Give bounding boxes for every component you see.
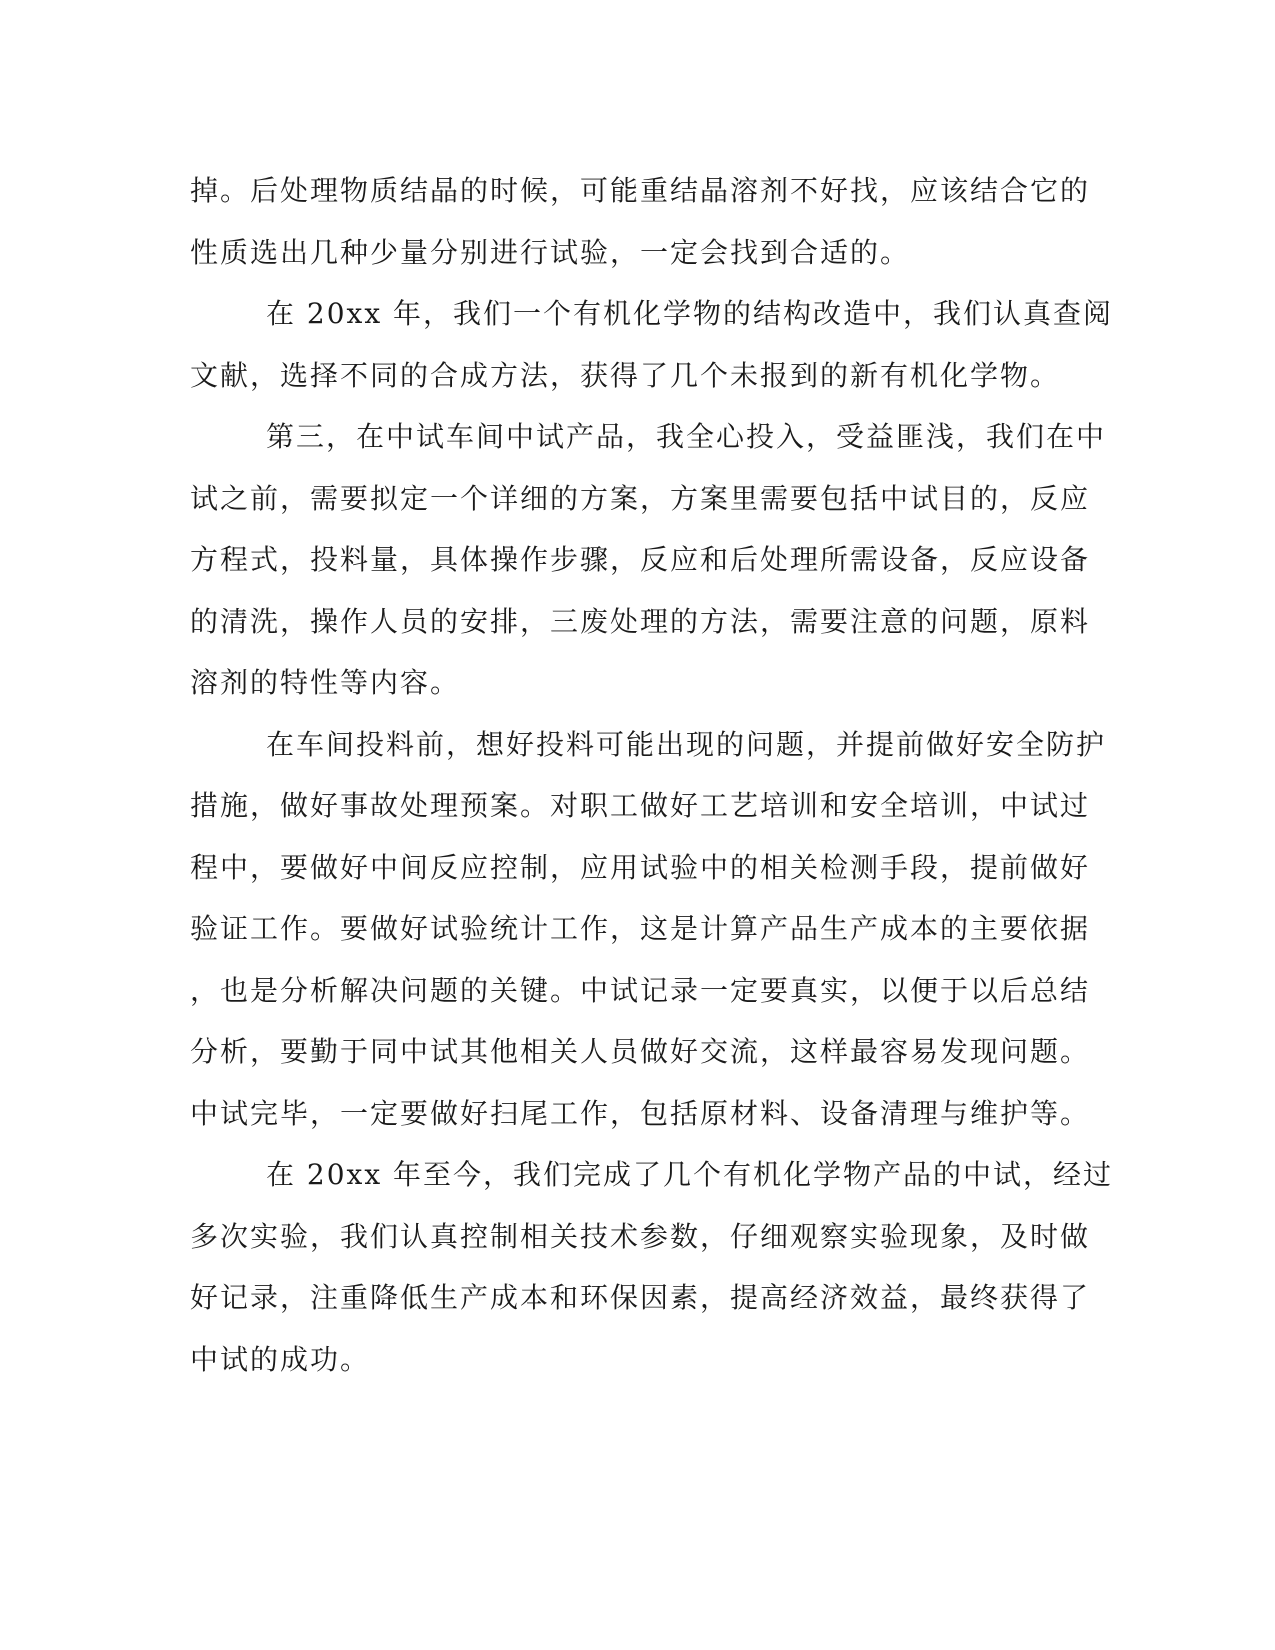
text-line: 在 20xx 年，我们一个有机化学物的结构改造中，我们认真查阅 [266,297,1114,330]
text-line: ，也是分析解决问题的关键。中试记录一定要真实，以便于以后总结 [190,973,1091,1007]
text-line: 在 20xx 年至今，我们完成了几个有机化学物产品的中试，经过 [266,1158,1114,1191]
text-line: 验证工作。要做好试验统计工作，这是计算产品生产成本的主要依据 [190,912,1091,945]
text-line: 多次实验，我们认真控制相关技术参数，仔细观察实验现象，及时做 [190,1219,1091,1253]
text-line: 分析，要勤于同中试其他相关人员做好交流，这样最容易发现问题。 [190,1035,1091,1068]
text-line: 程中，要做好中间反应控制，应用试验中的相关检测手段，提前做好 [190,850,1091,884]
text-line: 掉。后处理物质结晶的时候，可能重结晶溶剂不好找，应该结合它的 [190,174,1091,207]
text-line: 第三，在中试车间中试产品，我全心投入，受益匪浅，我们在中 [266,420,1107,453]
text-line: 溶剂的特性等内容。 [190,666,461,699]
text-line: 措施，做好事故处理预案。对职工做好工艺培训和安全培训，中试过 [190,789,1091,822]
text-line: 试之前，需要拟定一个详细的方案，方案里需要包括中试目的，反应 [190,481,1091,515]
text-line: 方程式，投料量，具体操作步骤，反应和后处理所需设备，反应设备 [190,543,1091,576]
text-line: 在车间投料前，想好投料可能出现的问题，并提前做好安全防护 [266,727,1107,761]
text-line: 好记录，注重降低生产成本和环保因素，提高经济效益，最终获得了 [190,1281,1091,1314]
text-line: 性质选出几种少量分别进行试验，一定会找到合适的。 [190,235,911,269]
text-line: 的清洗，操作人员的安排，三废处理的方法，需要注意的问题，原料 [190,604,1091,638]
document-body [190,160,1114,1390]
text-line: 文献，选择不同的合成方法，获得了几个未报到的新有机化学物。 [190,358,1061,392]
text-line: 中试的成功。 [190,1342,371,1376]
text-line: 中试完毕，一定要做好扫尾工作，包括原材料、设备清理与维护等。 [190,1096,1091,1130]
